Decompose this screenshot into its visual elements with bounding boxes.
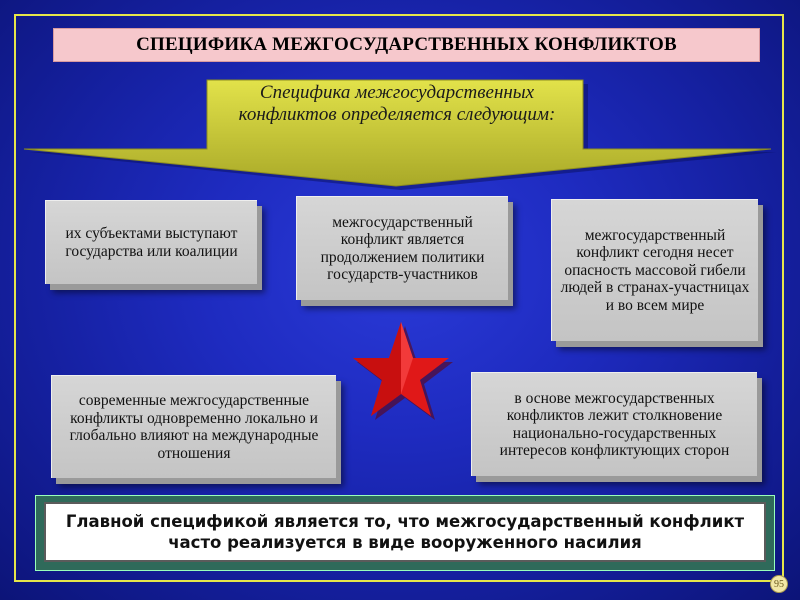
page-number-badge: 95	[770, 575, 788, 593]
conclusion-box	[44, 502, 766, 562]
conclusion-text: Главной спецификой является то, что межгосударственный конфликт часто реализуется в виде вооруженного насилия	[65, 512, 745, 552]
specific-item-5: в основе межгосударственных конфликтов лежит столкновение национально-государственных интересов конфликтующих сторон	[471, 372, 757, 476]
specific-item-3: межгосударственный конфликт сегодня несет опасность массовой гибели людей в странах-участницах и во всем мире	[551, 199, 758, 341]
specific-item-4: современные межгосударственные конфликты одновременно локально и глобально влияют на международные отношения	[51, 375, 336, 478]
banner-text: Специфика межгосударственных конфликтов определяется следующим:	[238, 82, 556, 125]
red-star-icon	[345, 320, 457, 426]
specific-item-2: межгосударственный конфликт является продолжением политики государств-участников	[296, 196, 508, 300]
specific-item-1: их субъектами выступают государства или коалиции	[45, 200, 257, 284]
slide-title: СПЕЦИФИКА МЕЖГОСУДАРСТВЕННЫХ КОНФЛИКТОВ	[136, 34, 677, 55]
